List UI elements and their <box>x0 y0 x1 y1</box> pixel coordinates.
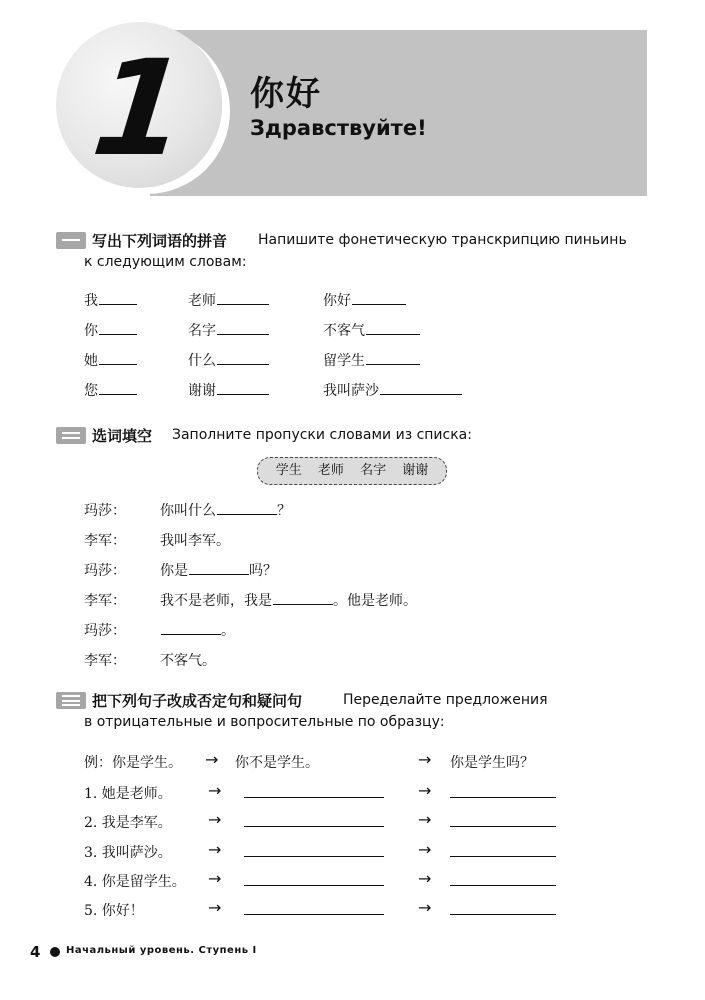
answer-blank[interactable] <box>99 290 137 305</box>
answer-blank[interactable] <box>217 350 269 365</box>
answer-blank[interactable] <box>366 350 420 365</box>
lesson-number: 1 <box>85 32 195 186</box>
section-2-title-russian: Заполните пропуски словами из списка: <box>172 427 472 443</box>
word-label: 谢谢 <box>188 383 216 399</box>
answer-blank[interactable] <box>217 320 269 335</box>
line-text-after: 。他是老师。 <box>333 593 417 609</box>
pinyin-item <box>84 380 137 400</box>
word-label: 老师 <box>188 293 216 309</box>
answer-blank[interactable] <box>380 380 462 395</box>
exercise-item: 4. 你是留学生。 <box>84 874 186 890</box>
question-answer-line[interactable] <box>450 885 556 886</box>
arrow-icon: → <box>208 869 222 888</box>
arrow-icon: → <box>208 840 222 859</box>
line-text-before: 我不是老师，我是 <box>160 593 272 609</box>
negative-answer-line[interactable] <box>244 826 384 827</box>
bullet-icon <box>50 947 60 957</box>
example-question: 你是学生吗？ <box>450 755 534 771</box>
pinyin-item <box>323 380 462 400</box>
answer-blank[interactable] <box>366 320 420 335</box>
speaker: 玛莎： <box>84 503 126 519</box>
arrow-icon: → <box>208 781 222 800</box>
section-3-icon <box>56 692 86 709</box>
word-label: 你 <box>84 323 98 339</box>
dialogue-line <box>84 620 235 640</box>
answer-blank[interactable] <box>99 350 137 365</box>
arrow-icon: → <box>418 810 432 829</box>
word-option: 老师 <box>317 463 344 478</box>
pinyin-item <box>323 350 420 370</box>
word-label: 她 <box>84 353 98 369</box>
section-1-title-russian-cont: к следующим словам: <box>84 254 247 270</box>
arrow-icon: → <box>418 840 432 859</box>
line-text-before: 你叫什么 <box>160 503 216 519</box>
example-negative: 你不是学生。 <box>235 755 319 771</box>
arrow-icon: → <box>418 750 432 769</box>
dialogue-line <box>84 530 230 550</box>
speaker: 李军： <box>84 533 126 549</box>
negative-answer-line[interactable] <box>244 856 384 857</box>
header-banner <box>150 30 647 196</box>
line-text-after: ？ <box>277 503 291 519</box>
section-3-title-russian: Переделайте предложения <box>343 692 548 708</box>
section-2-icon <box>56 427 86 444</box>
line-text-before: 你是 <box>160 563 188 579</box>
pinyin-item <box>323 290 406 310</box>
word-option: 名字 <box>360 463 387 478</box>
running-footer: Начальный уровень. Ступень I <box>66 945 257 956</box>
arrow-icon: → <box>208 810 222 829</box>
pinyin-item <box>84 350 137 370</box>
word-label: 你好 <box>323 293 351 309</box>
pinyin-item <box>323 320 420 340</box>
fill-blank[interactable] <box>161 620 221 635</box>
word-bank <box>257 457 447 485</box>
section-1-title-chinese: 写出下列词语的拼音 <box>92 232 228 250</box>
speaker: 李军： <box>84 653 126 669</box>
speaker: 玛莎： <box>84 563 126 579</box>
word-option: 谢谢 <box>402 463 429 478</box>
word-label: 您 <box>84 383 98 399</box>
pinyin-item <box>188 290 269 310</box>
word-label: 我 <box>84 293 98 309</box>
exercise-item: 1. 她是老师。 <box>84 786 172 802</box>
section-1-title-russian: Напишите фонетическую транскрипцию пиньинь <box>258 232 627 248</box>
section-3-title-chinese: 把下列句子改成否定句和疑问句 <box>92 692 303 710</box>
negative-answer-line[interactable] <box>244 914 384 915</box>
arrow-icon: → <box>418 869 432 888</box>
dialogue-line <box>84 500 291 520</box>
pinyin-item <box>188 350 269 370</box>
answer-blank[interactable] <box>352 290 406 305</box>
answer-blank[interactable] <box>99 320 137 335</box>
word-label: 什么 <box>188 353 216 369</box>
line-text-before: 不客气。 <box>160 653 216 669</box>
pinyin-item <box>188 380 269 400</box>
arrow-icon: → <box>208 898 222 917</box>
question-answer-line[interactable] <box>450 826 556 827</box>
question-answer-line[interactable] <box>450 914 556 915</box>
speaker: 李军： <box>84 593 126 609</box>
negative-answer-line[interactable] <box>244 885 384 886</box>
arrow-icon: → <box>418 781 432 800</box>
arrow-icon: → <box>418 898 432 917</box>
word-option: 学生 <box>275 463 302 478</box>
pinyin-item <box>84 290 137 310</box>
question-answer-line[interactable] <box>450 797 556 798</box>
section-1-icon <box>56 232 86 249</box>
answer-blank[interactable] <box>217 290 269 305</box>
dialogue-line <box>84 650 216 670</box>
exercise-item: 5. 你好！ <box>84 903 144 919</box>
lesson-title-russian: Здравствуйте! <box>250 116 427 140</box>
dialogue-line <box>84 560 277 580</box>
exercise-item: 3. 我叫萨沙。 <box>84 845 172 861</box>
question-answer-line[interactable] <box>450 856 556 857</box>
pinyin-item <box>188 320 269 340</box>
word-label: 留学生 <box>323 353 365 369</box>
section-3-title-russian-cont: в отрицательные и вопросительные по образцу: <box>84 714 445 730</box>
lesson-title-chinese: 你好 <box>250 74 322 114</box>
example-label: 例：你是学生。 <box>84 755 182 771</box>
line-text-after: 吗？ <box>249 563 277 579</box>
line-text-before: 我叫李军。 <box>160 533 230 549</box>
answer-blank[interactable] <box>99 380 137 395</box>
section-2-title-chinese: 选词填空 <box>92 427 153 445</box>
line-text-after: 。 <box>221 623 235 639</box>
arrow-icon: → <box>205 750 219 769</box>
word-label: 我叫萨沙 <box>323 383 379 399</box>
fill-blank[interactable] <box>189 560 249 575</box>
word-label: 不客气 <box>323 323 365 339</box>
page-number: 4 <box>30 943 41 961</box>
word-label: 名字 <box>188 323 216 339</box>
fill-blank[interactable] <box>273 590 333 605</box>
negative-answer-line[interactable] <box>244 797 384 798</box>
dialogue-line <box>84 590 417 610</box>
answer-blank[interactable] <box>217 380 269 395</box>
speaker: 玛莎： <box>84 623 126 639</box>
fill-blank[interactable] <box>217 500 277 515</box>
pinyin-item <box>84 320 137 340</box>
exercise-item: 2. 我是李军。 <box>84 815 172 831</box>
